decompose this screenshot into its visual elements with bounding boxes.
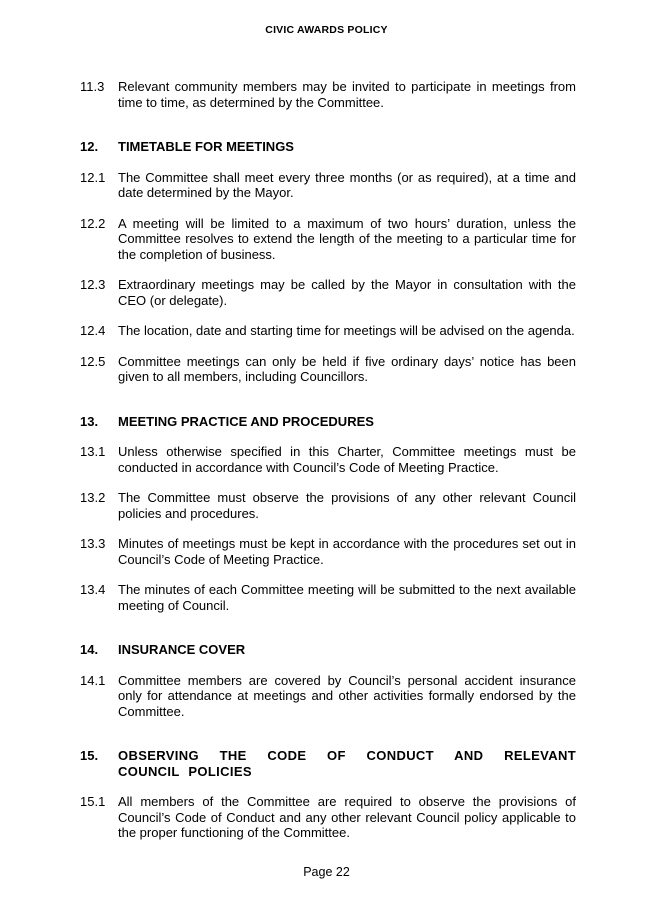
clause-11-3 [80,79,576,110]
clause-text: The Committee must observe the provisions of any other relevant Council policies and procedures. [118,490,576,521]
clause-text: A meeting will be limited to a maximum of two hours’ duration, unless the Committee resolves to extend the length of the meeting to a particular time for the completion of business. [118,215,576,262]
clause-number: 12.3 [80,277,106,292]
clause-number: 13.4 [80,582,106,597]
clause-number: 13.1 [80,444,106,459]
clause-15-1 [80,794,576,841]
clause-text: Unless otherwise specified in this Charter, Committee meetings must be conducted in accordance with Council’s Code of Meeting Practice. [118,444,576,475]
clause-text: Committee members are covered by Council’s personal accident insurance only for attendance at meetings and other activities formally endorsed by the Committee. [118,672,576,719]
clause-number: 13.2 [80,490,106,505]
section-number: 15. [80,748,99,763]
clause-text: Committee meetings can only be held if five ordinary days’ notice has been given to all members, including Councillors. [118,353,576,384]
clause-12-1 [80,170,576,201]
clause-12-3 [80,277,576,308]
section-number: 13. [80,413,99,429]
clause-number: 11.3 [80,79,105,94]
clause-number: 14.1 [80,672,106,688]
clause-text: Relevant community members may be invited to participate in meetings from time to time, as determined by the Committee. [118,79,576,110]
clause-text: The minutes of each Committee meeting will be submitted to the next available meeting of Council. [118,582,576,613]
section-heading-15 [80,748,576,779]
clause-13-1 [80,444,576,475]
clause-13-3 [80,536,576,567]
section-heading-12 [80,139,576,155]
section-title: MEETING PRACTICE AND PROCEDURES [118,413,374,429]
section-heading-14 [80,642,576,658]
clause-12-5 [80,354,576,385]
section-title: TIMETABLE FOR MEETINGS [118,139,294,154]
running-header: CIVIC AWARDS POLICY [265,24,388,36]
clause-14-1 [80,673,576,720]
clause-12-4 [80,323,576,339]
clause-number: 12.1 [80,169,106,185]
clause-text: Minutes of meetings must be kept in accordance with the procedures set out in Council’s Code of Meeting Practice. [118,536,576,567]
clause-text: The Committee shall meet every three months (or as required), at a time and date determined by the Mayor. [118,169,576,200]
clause-number: 12.5 [80,353,106,369]
clause-13-4 [80,582,576,613]
section-heading-13 [80,414,576,430]
clause-number: 12.4 [80,323,106,338]
clause-text: Extraordinary meetings may be called by the Mayor in consultation with the CEO (or delegate). [118,277,576,308]
clause-13-2 [80,490,576,521]
clause-12-2 [80,216,576,263]
section-title: OBSERVING THE CODE OF CONDUCT AND RELEVANT COUNCIL POLICIES [118,748,576,779]
clause-number: 12.2 [80,215,106,231]
section-number: 12. [80,139,99,154]
page-number: Page 22 [303,865,350,879]
section-number: 14. [80,642,99,657]
clause-text: The location, date and starting time for meetings will be advised on the agenda. [118,323,575,338]
document-body [80,79,576,856]
clause-text: All members of the Committee are required to observe the provisions of Council’s Code of Conduct and any other relevant Council policy applicable to the proper functioning of the Committee. [118,794,576,840]
clause-number: 15.1 [80,794,106,809]
clause-number: 13.3 [80,536,106,551]
section-title: INSURANCE COVER [118,642,246,657]
